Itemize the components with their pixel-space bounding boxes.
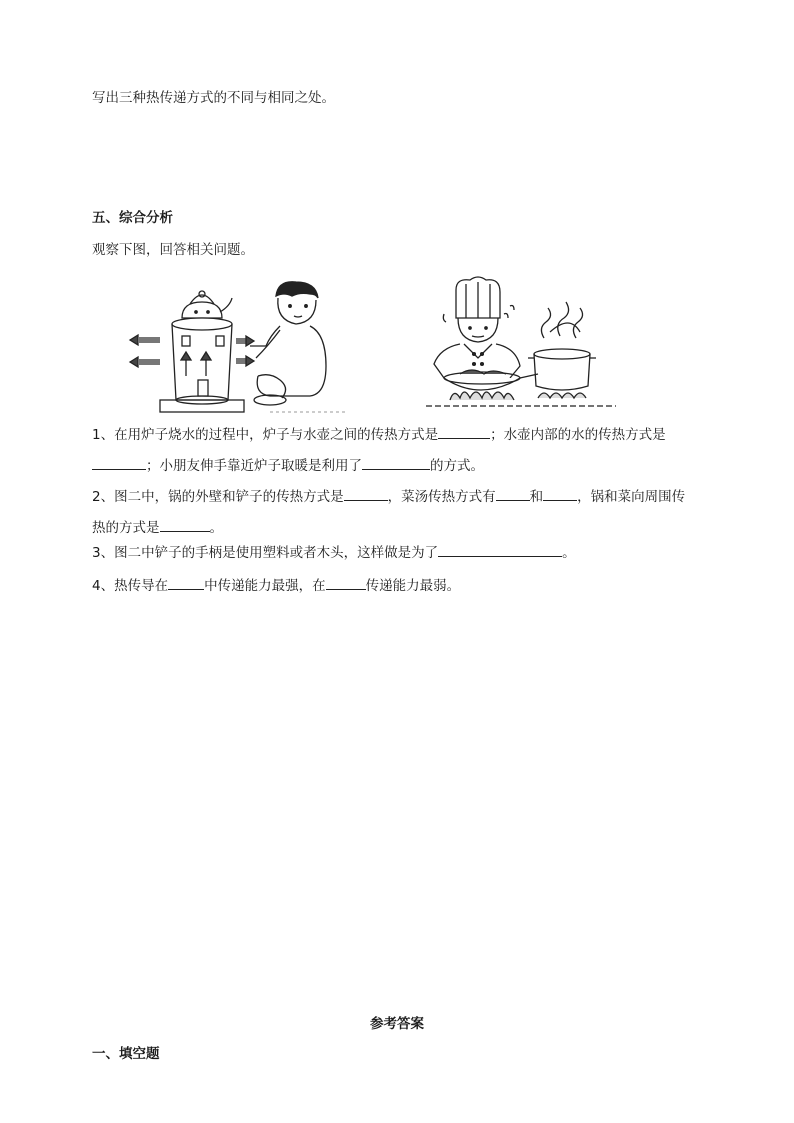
q2-text-f: 。 — [209, 520, 223, 536]
question-3 — [92, 542, 576, 563]
soup-pot-icon — [528, 349, 596, 398]
right-arrow-icon — [236, 336, 254, 366]
q2-text-a: 2、图二中，锅的外壁和铲子的传热方式是 — [92, 489, 344, 505]
q2-text-b: ，菜汤传热方式有 — [387, 489, 496, 505]
q2-text-c: 和 — [529, 489, 544, 505]
q1-text-a: 1、在用炉子烧水的过程中，炉子与水壶之间的传热方式是 — [92, 427, 439, 443]
q4-text-b: 中传递能力最强，在 — [204, 578, 326, 594]
q1-blank-2[interactable] — [92, 455, 146, 470]
left-arrow-icon — [130, 335, 160, 367]
q4-blank-2[interactable] — [326, 575, 366, 590]
chef-hat-icon — [456, 277, 500, 318]
question-4 — [92, 575, 460, 596]
q2-blank-4[interactable] — [160, 517, 210, 532]
q4-blank-1[interactable] — [168, 575, 204, 590]
wok-icon — [444, 370, 538, 390]
section-instruction: 观察下图，回答相关问题。 — [92, 242, 254, 258]
q1-blank-1[interactable] — [438, 424, 490, 439]
answers-section-heading: 一、填空题 — [92, 1046, 160, 1062]
child-icon — [250, 282, 326, 405]
q1-blank-3[interactable] — [362, 455, 430, 470]
steam-icon — [541, 302, 582, 338]
q3-text-a: 3、图二中铲子的手柄是使用塑料或者木头，这样做是为了 — [92, 545, 439, 561]
q1-text-d: 的方式。 — [430, 458, 484, 474]
kettle-icon — [182, 291, 232, 318]
stove-icon — [160, 318, 244, 412]
flame-icon — [450, 392, 514, 400]
q4-text-c: 传递能力最弱。 — [365, 578, 461, 594]
q2-blank-2[interactable] — [496, 486, 530, 501]
q1-text-c: ；小朋友伸手靠近炉子取暖是利用了 — [146, 458, 362, 474]
q4-text-a: 4、热传导在 — [92, 578, 169, 594]
q1-text-b: ；水壶内部的水的传热方式是 — [490, 427, 666, 443]
section-heading: 五、综合分析 — [92, 210, 173, 226]
q3-text-b: 。 — [562, 545, 576, 561]
figure-chef-cooking — [420, 274, 620, 416]
question-1-line-2 — [92, 455, 484, 476]
q3-blank-1[interactable] — [438, 542, 562, 557]
q2-text-e: 热的方式是 — [92, 520, 160, 536]
q2-blank-1[interactable] — [344, 486, 388, 501]
question-2-line-2 — [92, 517, 223, 538]
question-2-line-1 — [92, 486, 685, 507]
figure-stove-kettle-child — [120, 276, 350, 416]
question-heat-transfer-compare: 写出三种热传递方式的不同与相同之处。 — [92, 90, 335, 106]
answers-title: 参考答案 — [370, 1016, 424, 1032]
q2-text-d: ，锅和菜向周围传 — [577, 489, 686, 505]
q2-blank-3[interactable] — [543, 486, 577, 501]
question-1-line-1 — [92, 424, 666, 445]
